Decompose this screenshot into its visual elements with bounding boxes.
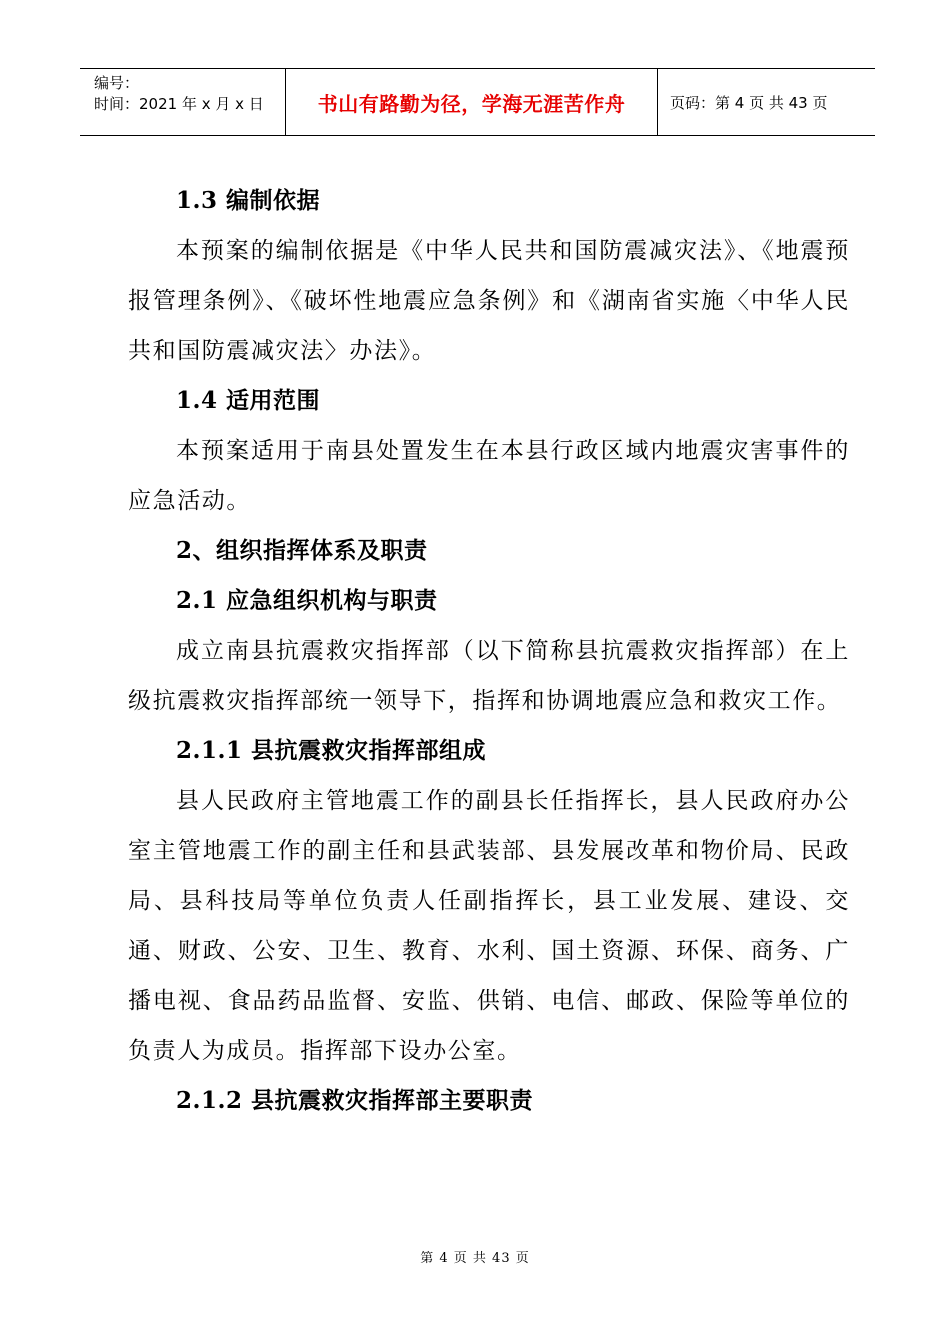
heading-1-3: 1.3 编制依据 — [176, 187, 321, 214]
page-header — [80, 68, 875, 136]
paragraph-2-1-1: 县人民政府主管地震工作的副县长任指挥长，县人民政府办公室主管地震工作的副主任和县武装部、县发展改革和物价局、民政局、县科技局等单位负责人任副指挥长，县工业发展、建设、交通、财政、公安、卫生、教育、水利、国土资源、环保、商务、广播电视、食品药品监督、安监、供销、电信、邮政、保险等单位的负责人为成员。指挥部下设办公室。 — [128, 788, 850, 1064]
document-number-label: 编号： — [94, 74, 140, 92]
page-footer: 第 4 页 共 43 页 — [420, 1251, 530, 1266]
header-divider-right — [657, 69, 658, 135]
heading-2-1-1: 2.1.1 县抗震救灾指挥部组成 — [176, 737, 487, 764]
paragraph-1-4: 本预案适用于南县处置发生在本县行政区域内地震灾害事件的应急活动。 — [128, 438, 850, 514]
header-motto: 书山有路勤为径，学海无涯苦作舟 — [317, 91, 626, 116]
document-body — [128, 176, 850, 1126]
header-page-info: 页码：第 4 页 共 43 页 — [670, 93, 828, 112]
heading-2: 2、组织指挥体系及职责 — [176, 537, 428, 564]
paragraph-2-1: 成立南县抗震救灾指挥部（以下简称县抗震救灾指挥部）在上级抗震救灾指挥部统一领导下，指挥和协调地震应急和救灾工作。 — [128, 638, 850, 714]
heading-2-1: 2.1 应急组织机构与职责 — [176, 587, 438, 614]
paragraph-1-3: 本预案的编制依据是《中华人民共和国防震减灾法》、《地震预报管理条例》、《破坏性地震应急条例》和《湖南省实施〈中华人民共和国防震减灾法〉办法》。 — [128, 238, 850, 364]
header-meta — [94, 69, 284, 135]
document-time-label: 时间：2021 年 x 月 x 日 — [94, 95, 264, 113]
heading-2-1-2: 2.1.2 县抗震救灾指挥部主要职责 — [176, 1087, 534, 1114]
heading-1-4: 1.4 适用范围 — [176, 387, 321, 414]
